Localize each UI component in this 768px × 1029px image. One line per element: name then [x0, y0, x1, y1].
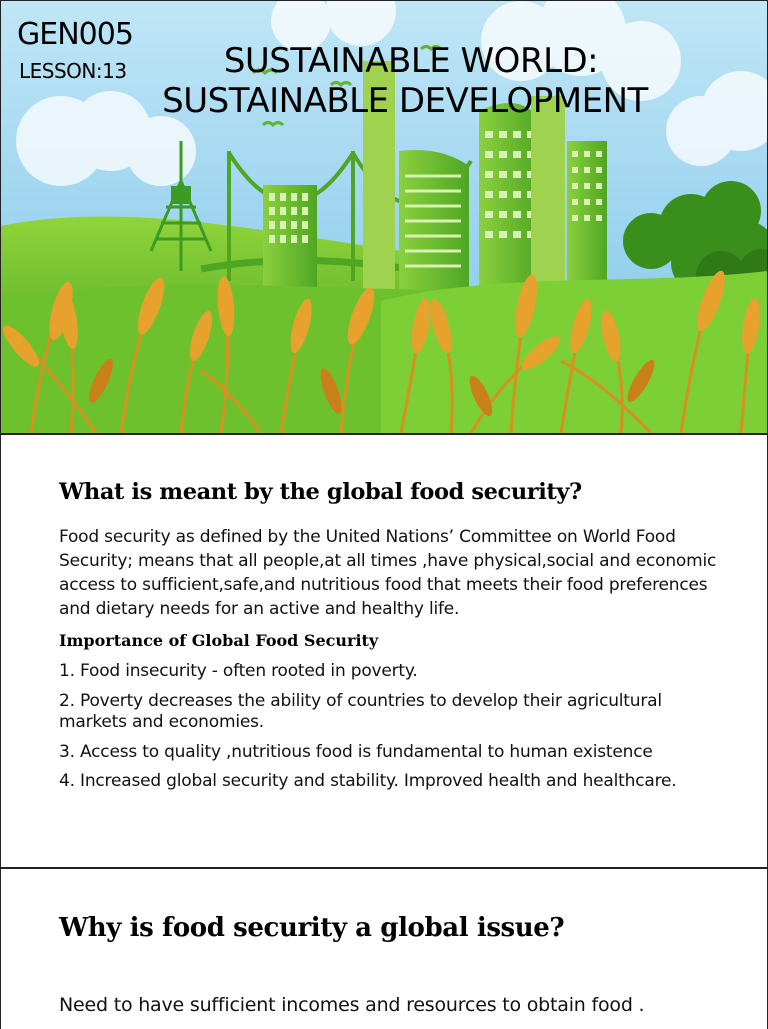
slide-heading: What is meant by the global food security?: [59, 479, 582, 505]
title-line-2: SUSTAINABLE DEVELOPMENT: [162, 81, 648, 121]
course-code: GEN005: [17, 17, 133, 52]
title-line-1: SUSTAINABLE WORLD:: [223, 41, 599, 81]
lesson-number: LESSON:13: [19, 59, 127, 83]
list-item: 1. Food insecurity - often rooted in poverty.: [59, 661, 418, 681]
list-item: 3. Access to quality ,nutritious food is fundamental to human existence: [59, 742, 653, 762]
definition-paragraph: Food security as defined by the United Nations’ Committee on World Food Security; means that all people,at all times ,have physical,social and economic access to sufficient,safe,and nutritious food that meets their food preferences and dietary needs for an active and healthy life.: [59, 527, 717, 619]
food-security-definition-slide: [0, 434, 768, 868]
title-slide: [0, 0, 768, 434]
list-item: 4. Increased global security and stability. Improved health and healthcare.: [59, 771, 677, 791]
slide-heading: Why is food security a global issue?: [59, 913, 565, 943]
global-issue-slide: [0, 868, 768, 1029]
slide-text: Need to have sufficient incomes and resources to obtain food .: [59, 994, 645, 1016]
list-item: 2. Poverty decreases the ability of countries to develop their agricultural markets and economies.: [59, 691, 662, 732]
page-title: [111, 41, 711, 121]
importance-subheading: Importance of Global Food Security: [59, 631, 379, 650]
